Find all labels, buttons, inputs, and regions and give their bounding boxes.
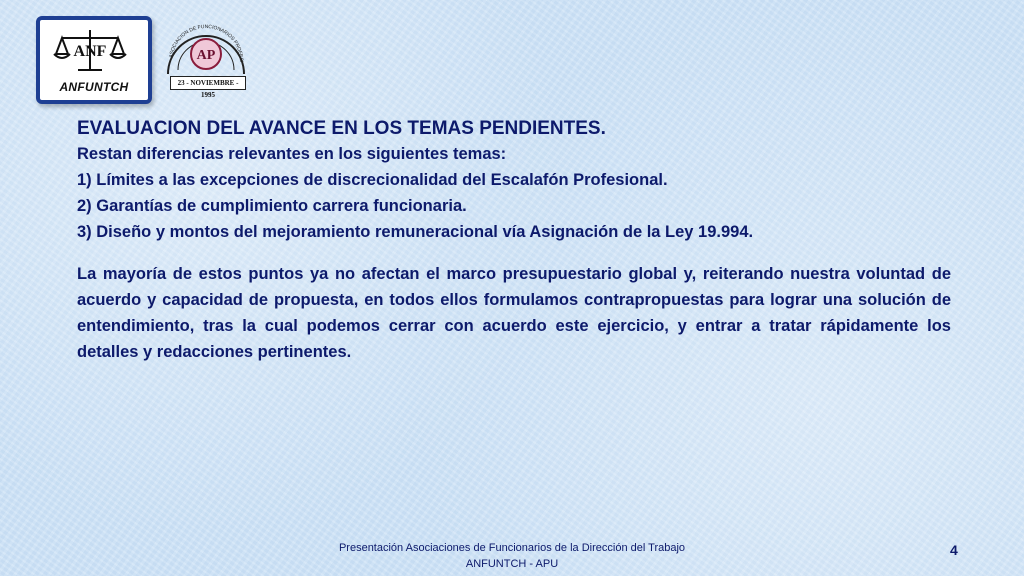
apu-arc-text: ASOCIACION DE FUNCIONARIOS PROFESI — [168, 23, 245, 63]
anfuntch-logo-text: ANFUNTCH — [59, 80, 129, 94]
apu-logo-date: 23 - NOVIEMBRE - 1995 — [170, 76, 246, 90]
logo-letters: ANF — [73, 43, 107, 60]
svg-text:AP: AP — [196, 48, 216, 63]
list-item: 1) Límites a las excepciones de discrecionalidad del Escalafón Profesional. — [77, 171, 668, 189]
list-item: 2) Garantías de cumplimiento carrera funcionaria. — [77, 197, 467, 215]
footer-line-2: ANFUNTCH - APU — [465, 558, 559, 570]
list-item: 3) Diseño y montos del mejoramiento remuneracional vía Asignación de la Ley 19.994. — [77, 223, 754, 241]
footer-line-1: Presentación Asociaciones de Funcionarios de la Dirección del Trabajo — [338, 542, 686, 554]
slide-content — [77, 116, 951, 382]
apu-logo — [158, 14, 254, 98]
slide-title: EVALUACION DEL AVANCE EN LOS TEMAS PENDIENTES. — [77, 118, 606, 139]
page-number: 4 — [950, 542, 958, 558]
slide-intro: Restan diferencias relevantes en los siguientes temas: — [77, 145, 507, 163]
slide-paragraph: La mayoría de estos puntos ya no afectan el marco presupuestario global y, reiterando nuestra voluntad de acuerdo y capacidad de propuesta, en todos ellos formulamos contrapropuestas para lograr una solución de entendimiento, tras la cual podemos cerrar con acuerdo este ejercicio, y entrar a tratar rápidamente los detalles y redacciones pertinentes. — [77, 265, 951, 361]
slide-footer — [300, 540, 724, 572]
anfuntch-logo — [36, 16, 152, 104]
